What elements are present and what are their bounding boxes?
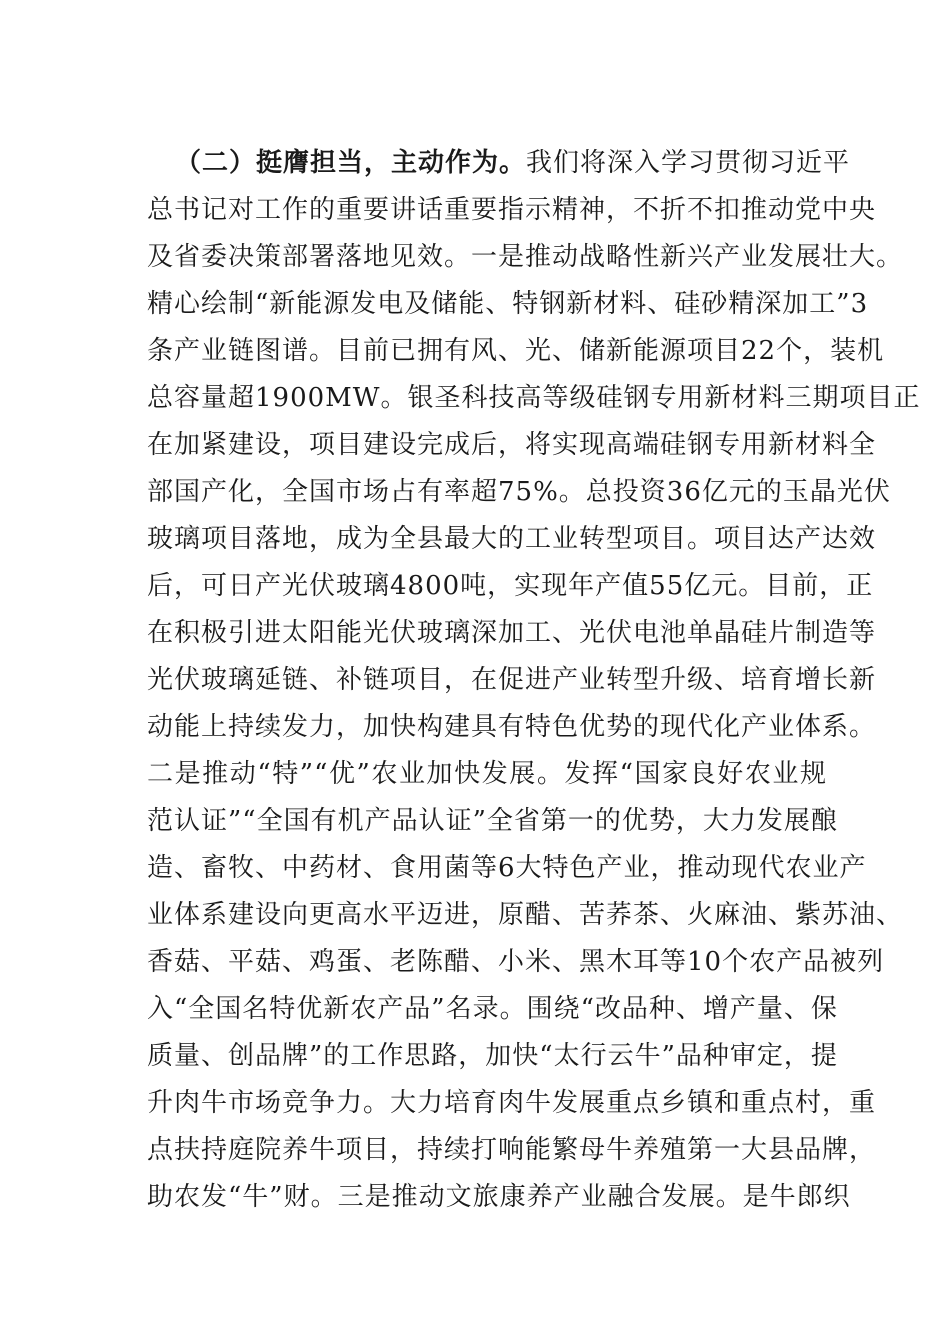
text-line: 部国产化，全国市场占有率超75%。总投资36亿元的玉晶光伏 — [147, 477, 891, 507]
text-line: 二是推动“特”“优”农业加快发展。发挥“国家良好农业规 — [147, 759, 827, 789]
text-line: 在积极引进太阳能光伏玻璃深加工、光伏电池单晶硅片制造等 — [147, 618, 877, 648]
body-paragraph — [147, 140, 921, 1221]
section-heading: （二）挺膺担当，主动作为。 — [175, 148, 527, 178]
text-line: 造、畜牧、中药材、食用菌等6大特色产业，推动现代农业产 — [147, 853, 867, 883]
text-line: 总容量超1900MW。银圣科技高等级硅钢专用新材料三期项目正 — [147, 383, 921, 413]
text-line: 总书记对工作的重要讲话重要指示精神，不折不扣推动党中央 — [147, 195, 877, 225]
text-line: 助农发“牛”财。三是推动文旅康养产业融合发展。是牛郎织 — [147, 1182, 851, 1212]
text-line: 动能上持续发力，加快构建具有特色优势的现代化产业体系。 — [147, 712, 877, 742]
text-line: 光伏玻璃延链、补链项目，在促进产业转型升级、培育增长新 — [147, 665, 877, 695]
text-line: 点扶持庭院养牛项目，持续打响能繁母牛养殖第一大县品牌， — [147, 1135, 877, 1165]
text-line: 在加紧建设，项目建设完成后，将实现高端硅钢专用新材料全 — [147, 430, 877, 460]
text-line: 条产业链图谱。目前已拥有风、光、储新能源项目22个，装机 — [147, 336, 885, 366]
text-line: 入“全国名特优新农产品”名录。围绕“改品种、增产量、保 — [147, 994, 838, 1024]
text-line: 精心绘制“新能源发电及储能、特钢新材料、硅砂精深加工”3 — [147, 289, 869, 319]
text-line: 后，可日产光伏玻璃4800吨，实现年产值55亿元。目前，正 — [147, 571, 874, 601]
text-line: 玻璃项目落地，成为全县最大的工业转型项目。项目达产达效 — [147, 524, 877, 554]
text-line: 香菇、平菇、鸡蛋、老陈醋、小米、黑木耳等10个农产品被列 — [147, 947, 885, 977]
text-line: 升肉牛市场竞争力。大力培育肉牛发展重点乡镇和重点村，重 — [147, 1088, 877, 1118]
text-run: 我们将深入学习贯彻习近平 — [526, 148, 851, 178]
text-line: 及省委决策部署落地见效。一是推动战略性新兴产业发展壮大。 — [147, 242, 904, 272]
paragraph-first-line — [147, 140, 851, 187]
text-line: 范认证”“全国有机产品认证”全省第一的优势，大力发展酿 — [147, 806, 838, 836]
text-line: 质量、创品牌”的工作思路，加快“太行云牛”品种审定，提 — [147, 1041, 838, 1071]
text-line: 业体系建设向更高水平迈进，原醋、苦荞茶、火麻油、紫苏油、 — [147, 900, 904, 930]
